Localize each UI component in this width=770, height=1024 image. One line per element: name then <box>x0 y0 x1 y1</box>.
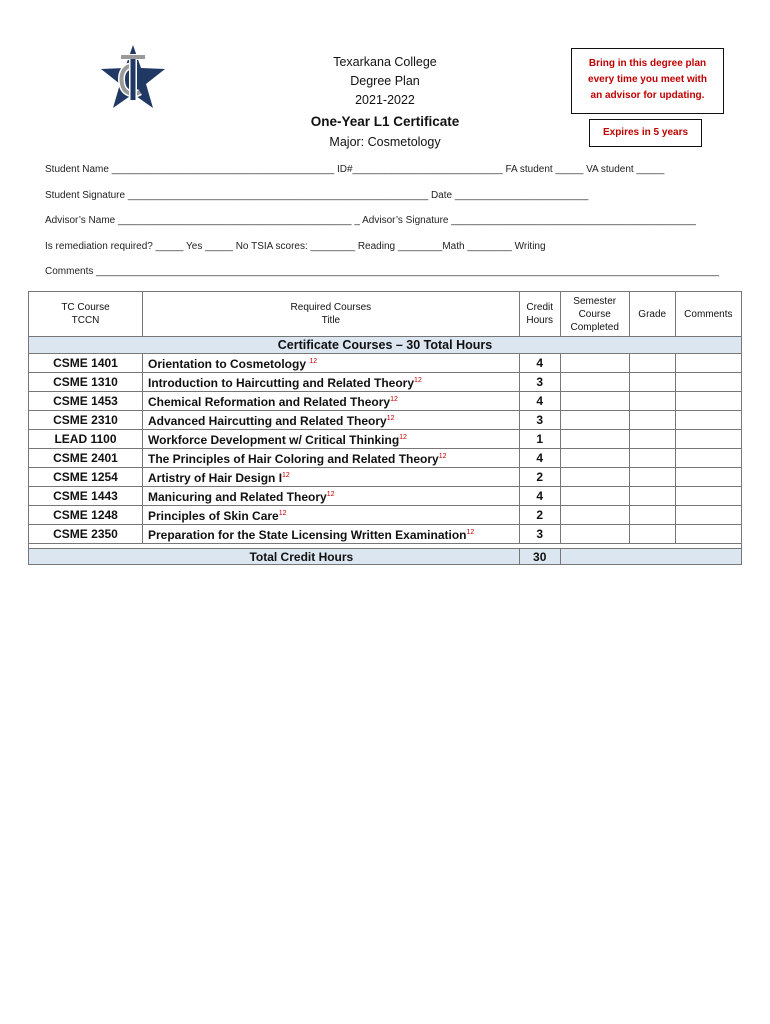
tc-star-logo-icon <box>100 44 166 112</box>
table-header-row <box>29 292 742 337</box>
certificate-title: One-Year L1 Certificate <box>310 114 460 129</box>
bring-notice-line: Bring in this degree plan <box>588 58 707 69</box>
semester-completed-cell[interactable] <box>560 468 629 487</box>
document-header <box>270 53 500 152</box>
semester-completed-cell[interactable] <box>560 373 629 392</box>
course-code: CSME 2310 <box>29 411 143 430</box>
semester-completed-cell[interactable] <box>560 449 629 468</box>
course-code: CSME 1310 <box>29 373 143 392</box>
course-footnote: 12 <box>326 491 335 498</box>
comments-cell[interactable] <box>675 411 741 430</box>
header-text: Hours <box>526 315 554 326</box>
header-text: Title <box>321 315 341 326</box>
degree-plan-table <box>28 291 742 565</box>
grade-cell[interactable] <box>629 354 675 373</box>
grade-cell[interactable] <box>629 506 675 525</box>
course-title-text: Principles of Skin Care <box>148 509 279 523</box>
table-row <box>29 449 742 468</box>
course-footnote: 12 <box>438 453 447 460</box>
total-hours: 30 <box>519 549 560 565</box>
header-course <box>29 292 143 337</box>
course-title-text: Orientation to Cosmetology <box>148 357 310 371</box>
course-footnote: 12 <box>386 415 395 422</box>
table-row <box>29 430 742 449</box>
course-title-text: Introduction to Haircutting and Related Theory <box>148 376 415 390</box>
grade-cell[interactable] <box>629 392 675 411</box>
comments-cell[interactable] <box>675 449 741 468</box>
course-title-text: Chemical Reformation and Related Theory <box>148 395 391 409</box>
grade-cell[interactable] <box>629 468 675 487</box>
course-title-text: Artistry of Hair Design I <box>148 471 283 485</box>
header-text: Credit <box>526 302 554 313</box>
table-row <box>29 506 742 525</box>
course-title-text: The Principles of Hair Coloring and Related Theory <box>148 452 439 466</box>
course-title-text: Manicuring and Related Theory <box>148 490 327 504</box>
course-title-text: Workforce Development w/ Critical Thinking <box>148 433 400 447</box>
course-title <box>143 449 520 468</box>
remediation-line[interactable]: Is remediation required? _____ Yes _____ No TSIA scores: ________ Reading ________Math ________ Writing <box>45 241 546 252</box>
table-row <box>29 411 742 430</box>
credit-hours: 4 <box>519 487 560 506</box>
total-filler <box>560 549 741 565</box>
table-row <box>29 525 742 544</box>
advisor-line[interactable]: Advisor’s Name __________________________________________ _ Advisor’s Signature ____________________________________________ <box>45 215 696 226</box>
header-text: Semester <box>573 295 617 307</box>
semester-completed-cell[interactable] <box>560 392 629 411</box>
semester-completed-cell[interactable] <box>560 354 629 373</box>
bring-plan-notice <box>571 48 724 114</box>
grade-cell[interactable] <box>629 525 675 544</box>
header-text: Course <box>578 308 611 320</box>
credit-hours: 4 <box>519 392 560 411</box>
college-name: Texarkana College <box>333 55 437 69</box>
grade-cell[interactable] <box>629 373 675 392</box>
student-name-line[interactable]: Student Name ________________________________________ ID#___________________________ FA student _____ VA student _____ <box>45 164 665 175</box>
course-title <box>143 411 520 430</box>
course-footnote: 12 <box>278 510 287 517</box>
grade-cell[interactable] <box>629 411 675 430</box>
table-row <box>29 468 742 487</box>
comments-cell[interactable] <box>675 525 741 544</box>
header-credit-hours <box>519 292 560 337</box>
credit-hours: 4 <box>519 449 560 468</box>
course-title-text: Preparation for the State Licensing Written Examination <box>148 528 467 542</box>
course-footnote: 12 <box>309 358 318 365</box>
header-text: TCCN <box>71 315 100 326</box>
bring-notice-line: an advisor for updating. <box>590 90 705 101</box>
course-code: CSME 1254 <box>29 468 143 487</box>
comments-line[interactable]: Comments ________________________________________________________________________________________________________________ <box>45 266 720 277</box>
course-footnote: 12 <box>466 529 475 536</box>
comments-cell[interactable] <box>675 506 741 525</box>
course-title <box>143 487 520 506</box>
semester-completed-cell[interactable] <box>560 525 629 544</box>
course-title <box>143 525 520 544</box>
credit-hours: 3 <box>519 525 560 544</box>
semester-completed-cell[interactable] <box>560 430 629 449</box>
expires-notice: Expires in 5 years <box>589 119 702 147</box>
course-title <box>143 430 520 449</box>
header-text: TC Course <box>61 302 110 313</box>
comments-cell[interactable] <box>675 354 741 373</box>
comments-cell[interactable] <box>675 487 741 506</box>
course-code: CSME 2401 <box>29 449 143 468</box>
grade-cell[interactable] <box>629 449 675 468</box>
table-row <box>29 373 742 392</box>
course-code: CSME 1401 <box>29 354 143 373</box>
header-grade: Grade <box>629 292 675 337</box>
semester-completed-cell[interactable] <box>560 506 629 525</box>
course-footnote: 12 <box>282 472 290 479</box>
header-text: Completed <box>570 321 619 333</box>
bring-notice-line: every time you meet with <box>588 74 707 85</box>
course-footnote: 12 <box>414 377 422 384</box>
header-semester <box>560 292 629 337</box>
credit-hours: 1 <box>519 430 560 449</box>
total-row <box>29 549 742 565</box>
total-label: Total Credit Hours <box>29 549 520 565</box>
academic-year: 2021-2022 <box>355 93 415 107</box>
comments-cell[interactable] <box>675 430 741 449</box>
grade-cell[interactable] <box>629 487 675 506</box>
course-footnote: 12 <box>390 396 398 403</box>
header-comments: Comments <box>675 292 741 337</box>
comments-cell[interactable] <box>675 373 741 392</box>
document-type: Degree Plan <box>350 74 420 88</box>
section-title: Certificate Courses – 30 Total Hours <box>29 337 742 354</box>
course-title <box>143 392 520 411</box>
comments-cell[interactable] <box>675 392 741 411</box>
header-required-courses <box>143 292 520 337</box>
section-row <box>29 337 742 354</box>
course-title <box>143 506 520 525</box>
course-code: CSME 1248 <box>29 506 143 525</box>
grade-cell[interactable] <box>629 430 675 449</box>
header-text: Required Courses <box>290 302 372 313</box>
course-title <box>143 373 520 392</box>
credit-hours: 2 <box>519 468 560 487</box>
course-code: CSME 1453 <box>29 392 143 411</box>
course-code: CSME 1443 <box>29 487 143 506</box>
course-title <box>143 354 520 373</box>
student-signature-line[interactable]: Student Signature ______________________________________________________ Date ________________________ <box>45 190 589 201</box>
table-row <box>29 392 742 411</box>
course-code: LEAD 1100 <box>29 430 143 449</box>
credit-hours: 3 <box>519 411 560 430</box>
semester-completed-cell[interactable] <box>560 411 629 430</box>
course-title-text: Advanced Haircutting and Related Theory <box>148 414 387 428</box>
table-row <box>29 354 742 373</box>
credit-hours: 3 <box>519 373 560 392</box>
table-row <box>29 487 742 506</box>
major-label: Major: Cosmetology <box>329 135 441 149</box>
credit-hours: 2 <box>519 506 560 525</box>
course-code: CSME 2350 <box>29 525 143 544</box>
course-footnote: 12 <box>399 434 407 441</box>
semester-completed-cell[interactable] <box>560 487 629 506</box>
credit-hours: 4 <box>519 354 560 373</box>
comments-cell[interactable] <box>675 468 741 487</box>
course-title <box>143 468 520 487</box>
